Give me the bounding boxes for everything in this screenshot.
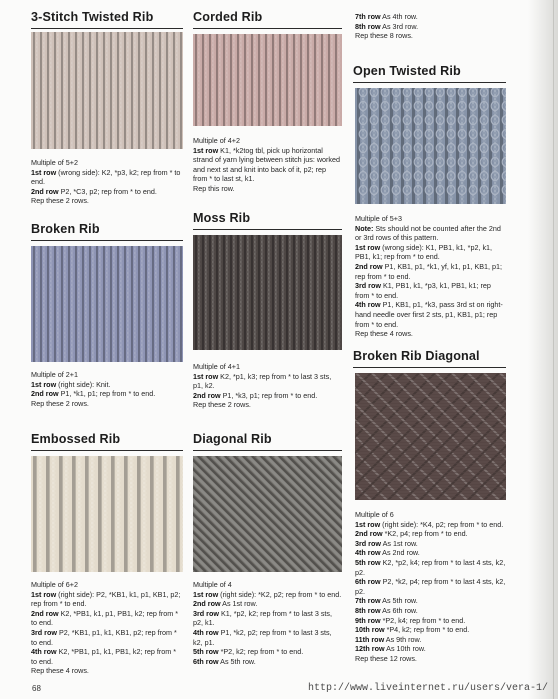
moss-rib-instructions [193,362,342,410]
instruction-line [193,628,342,647]
instruction-line [193,590,342,600]
broken-rib-diagonal-rule [353,367,506,368]
broken-rib-diagonal-swatch [355,373,506,500]
knit-texture [193,456,342,572]
row-label: 12th row [355,644,385,654]
row-label: 1st row [355,242,381,252]
diagonal-rib-rule [193,450,342,451]
row-label: 5th row [355,557,381,567]
repeat-line: Rep these 2 rows. [31,398,89,408]
row-label: 1st row [31,589,57,599]
row-label: 9th row [355,615,381,625]
instruction-line [193,146,342,184]
open-twisted-rib-rule [353,82,506,83]
multiple-line: Multiple of 4+2 [193,136,240,145]
row-label: 7th row [355,596,381,606]
row-label: 1st row [193,145,219,155]
row-text: P1, *k3, p1; rep from * to end. [222,390,318,400]
page-number: 68 [32,684,41,693]
instruction-line [355,625,506,635]
row-label: 11th row [355,634,385,644]
instruction-line [193,609,342,628]
row-label: 7th row [355,12,381,21]
row-label: 4th row [355,300,381,310]
note-line: Note: Sts should not be counted after the 2nd or 3rd rows of this pattern. [355,223,501,243]
instruction-line [193,372,342,391]
multiple-line: Multiple of 2+1 [31,370,78,379]
row-label: 2nd row [355,261,383,271]
instruction-line [355,558,506,577]
corded-rib-title: Corded Rib [193,10,263,24]
broken-rib-title: Broken Rib [31,222,100,236]
instruction-line [31,187,183,197]
row-label: 2nd row [31,389,59,399]
instruction-line [355,539,506,549]
row-text: P1, *k2, p2; rep from * to last 3 sts, k2, p1. [193,627,332,647]
instruction-line [355,644,506,654]
row-label: 2nd row [31,186,59,196]
row-text: As 5th row. [220,656,256,666]
knit-texture [31,246,183,362]
multiple-line: Multiple of 5+3 [355,214,402,223]
moss-rib-rule [193,229,342,230]
instruction-line [355,606,506,616]
diagonal-rib-instructions [193,580,342,666]
instruction-line [355,548,506,558]
instruction-line [31,168,183,187]
instruction-line [31,389,183,399]
open-twisted-rib-instructions [355,214,506,339]
row-text: As 4th row. [382,12,418,21]
knit-texture [355,373,506,500]
row-label: 8th row [355,605,381,615]
row-label: 1st row [31,167,57,177]
row-text: As 9th row. [385,634,422,644]
row-text: P2, *KB1, p1, k1, KB1, p2; rep from * to end. [31,627,177,647]
instruction-line [193,599,342,609]
instruction-line [355,12,505,22]
row-label: 2nd row [193,599,221,609]
knit-texture [31,32,183,149]
row-text: (right side): P2, *KB1, k1, p1, KB1, p2; rep from * to end. [31,589,181,609]
instruction-line [355,243,506,262]
repeat-line: Rep this row. [193,183,235,193]
instruction-line [355,262,506,281]
embossed-rib-rule [31,450,183,451]
row-text: As 2nd row. [382,548,420,558]
row-label: 1st row [193,589,219,599]
row-label: 5th row [193,647,219,657]
broken-rib-swatch [31,246,183,362]
row-text: (right side): Knit. [58,379,111,389]
knit-texture [31,456,183,572]
corded-rib-instructions [193,136,342,194]
embossed-rib-instructions [31,580,183,676]
instruction-line [355,596,506,606]
multiple-line: Multiple of 4 [193,580,232,589]
three-stitch-instructions [31,158,183,206]
row-text: *K2, p4; rep from * to end. [384,529,468,539]
row-text: K2, *PB1, k1, p1, PB1, k2; rep from * to end. [31,608,179,628]
note-label: Note: [355,223,374,233]
row-text: P1, KB1, p1, *k1, yf, k1, p1, KB1, p1; rep from * to end. [355,261,503,281]
open-twisted-rib-title: Open Twisted Rib [353,64,461,78]
row-label: 1st row [193,371,219,381]
row-label: 10th row [355,625,385,635]
instruction-line [355,529,506,539]
row-text: K1, PB1, k1, *p3, k1, PB1, k1; rep from * to end. [355,281,491,300]
diagonal-rib-title: Diagonal Rib [193,432,272,446]
row-label: 6th row [355,577,381,587]
row-text: P2, *C3, p2; rep from * to end. [60,186,157,196]
broken-rib-diagonal-instructions [355,510,506,664]
row-text: K1, *p2, k2; rep from * to last 3 sts, p2, k1. [193,608,333,628]
broken-rib-diagonal-title: Broken Rib Diagonal [353,349,480,363]
row-text: P2, *k2, p4; rep from * to last 4 sts, k2, p2. [355,577,506,596]
row-label: 6th row [193,656,219,666]
row-text: K1, *k2tog tbl, pick up horizontal strand of yarn lying between stitch jus: worked and next st and knit into back of it, p2; rep from * to last st, k1. [193,145,341,184]
three-stitch-swatch [31,32,183,149]
broken-rib-rule [31,240,183,241]
broken-rib-instructions [31,370,183,408]
row-label: 1st row [31,379,57,389]
row-text: K2, *p1, k3; rep from * to last 3 sts, p1, k2. [193,371,332,391]
row-text: P1, *k1, p1; rep from * to end. [60,389,156,399]
instruction-line [193,657,342,667]
row-text: (wrong side): K1, PB1, k1, *p2, k1, PB1, k1; rep from * to end. [355,242,493,262]
three-stitch-rule [31,28,183,29]
moss-rib-title: Moss Rib [193,211,251,225]
instruction-line [31,380,183,390]
row-text: *P4, k2; rep from * to end. [386,625,470,635]
repeat-line: Rep these 8 rows. [355,31,413,41]
row-label: 2nd row [355,529,383,539]
row-label: 3rd row [31,627,57,637]
instruction-line [31,590,183,609]
row-text: (right side): *K2, p2; rep from * to end. [220,589,342,599]
row-text: P1, KB1, p1, *k3, pass 3rd st on right-hand needle over first 2 sts, p1, KB1, p1; rep from * to end. [355,300,503,329]
page-edge [553,0,554,699]
multiple-line: Multiple of 6+2 [31,580,78,589]
knit-texture [355,88,506,204]
row-text: As 1st row. [382,538,418,548]
row-label: 8th row [355,21,381,31]
source-url: http://www.liveinternet.ru/users/vera-1/ [307,683,548,694]
three-stitch-title: 3-Stitch Twisted Rib [31,10,154,24]
instruction-line [355,300,506,329]
row-label: 3rd row [193,608,219,618]
row-text: As 3rd row. [382,21,419,31]
row-label: 1st row [355,519,381,529]
knit-texture [193,34,342,126]
repeat-line: Rep these 2 rows. [31,196,89,206]
repeat-line: Rep these 12 rows. [355,653,417,663]
instruction-line [355,577,506,596]
corded-rib-rule [193,28,342,29]
instruction-line [355,281,506,300]
row-text: As 1st row. [222,599,258,609]
instruction-line [31,609,183,628]
open-twisted-rib-swatch [355,88,506,204]
moss-rib-swatch [193,235,342,350]
row-label: 2nd row [31,608,59,618]
instruction-line [31,628,183,647]
row-text: *P2, k4; rep from * to end. [382,615,466,625]
row-text: (right side): *K4, p2; rep from * to end. [382,519,504,529]
instruction-line [193,647,342,657]
instruction-line [355,635,506,645]
instruction-line [193,391,342,401]
row-text: K2, *p2, k4; rep from * to last 4 sts, k2, p2. [355,557,506,577]
corded-rib-swatch [193,34,342,126]
multiple-line: Multiple of 5+2 [31,158,78,167]
instruction-line [355,616,506,626]
embossed-rib-title: Embossed Rib [31,432,121,446]
row-label: 3rd row [355,281,381,291]
knit-texture [193,235,342,350]
row-label: 2nd row [193,390,221,400]
diagonal-rib-swatch [193,456,342,572]
repeat-line: Rep these 2 rows. [193,400,251,410]
diagonal-rib-continued [355,12,505,41]
embossed-rib-swatch [31,456,183,572]
repeat-line: Rep these 4 rows. [31,666,89,676]
row-label: 4th row [193,627,219,637]
row-label: 4th row [355,548,381,558]
instruction-line [355,22,505,32]
row-text: (wrong side): K2, *p3, k2; rep from * to end. [31,167,181,187]
multiple-line: Multiple of 6 [355,510,394,519]
multiple-line: Multiple of 4+1 [193,362,240,371]
row-label: 3rd row [355,538,381,548]
row-text: K2, *PB1, p1, k1, PB1, k2; rep from * to end. [31,647,177,666]
row-text: As 5th row. [382,596,418,606]
instruction-line [355,520,506,530]
row-text: As 10th row. [386,644,426,654]
row-label: 4th row [31,647,57,657]
row-text: *P2, k2; rep from * to end. [220,647,304,657]
row-text: As 6th row. [382,605,418,615]
repeat-line: Rep these 4 rows. [355,329,413,339]
instruction-line [31,647,183,666]
